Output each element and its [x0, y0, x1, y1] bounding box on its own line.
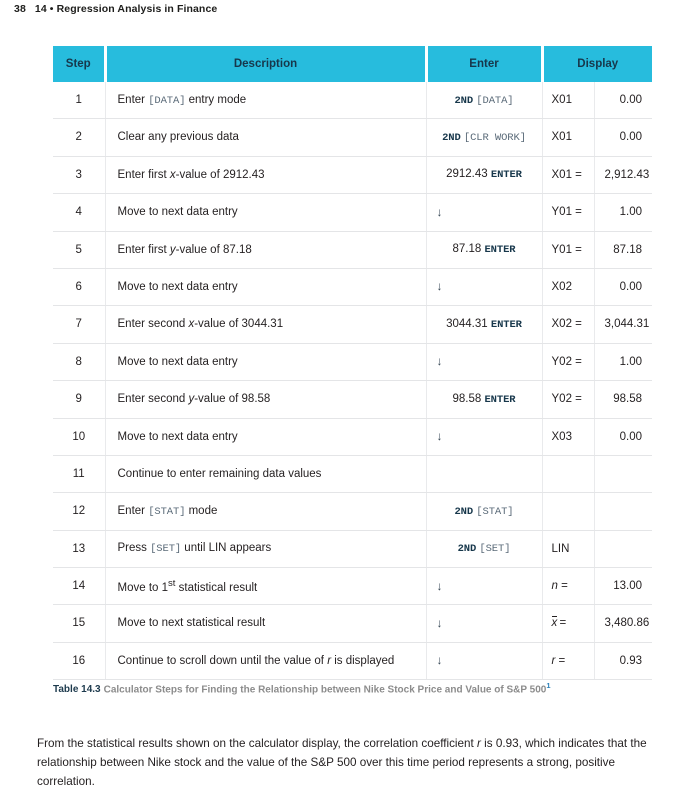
cell-display-value	[594, 493, 652, 530]
cell-step: 3	[53, 156, 105, 193]
display-register-label: X01 =	[551, 168, 582, 181]
cell-display-value: 0.93	[594, 642, 652, 679]
description-variable: y	[188, 393, 195, 406]
cell-enter	[426, 381, 542, 418]
table-row	[53, 530, 652, 567]
cell-enter	[426, 268, 542, 305]
cell-step: 7	[53, 306, 105, 343]
cell-display-value: 3,044.31	[594, 306, 652, 343]
table-row	[53, 82, 652, 119]
enter-key-label: ENTER	[484, 244, 516, 257]
enter-numeric-value: 2912.43	[446, 168, 488, 181]
cell-display-value: 0.00	[594, 82, 652, 119]
enter-key-label: [SET]	[479, 543, 511, 556]
body-paragraph-part1: From the statistical results shown on the calculator display, the correlation coefficient	[37, 736, 478, 750]
description-text: Clear any previous data	[117, 131, 239, 144]
table-row	[53, 156, 652, 193]
cell-display-label	[542, 642, 594, 679]
description-ordinal-suffix: st	[168, 577, 176, 589]
description-text-tail: -value of 3044.31	[194, 318, 284, 331]
cell-enter	[426, 642, 542, 679]
cell-display-label	[542, 231, 594, 268]
cell-enter	[426, 119, 542, 156]
table-row	[53, 605, 652, 642]
equals-sign: =	[557, 580, 568, 593]
table-row	[53, 418, 652, 455]
enter-modifier-key: 2ND	[454, 94, 474, 107]
cell-display-label	[542, 343, 594, 380]
enter-numeric-value: 98.58	[452, 392, 482, 405]
description-variable: x	[188, 318, 195, 331]
table-row	[53, 568, 652, 605]
table-row	[53, 268, 652, 305]
display-register-label: Y02 =	[551, 393, 582, 406]
table-caption	[53, 681, 673, 696]
cell-step: 2	[53, 119, 105, 156]
description-text-tail: until LIN appears	[181, 542, 272, 555]
description-text: Move to 1	[117, 581, 168, 594]
cell-step: 12	[53, 493, 105, 530]
table-header	[53, 46, 652, 82]
enter-key-label: ENTER	[490, 318, 522, 331]
display-register-label: LIN	[551, 542, 570, 555]
variable-n: n	[551, 580, 558, 593]
cell-display-value: 1.00	[594, 194, 652, 231]
calculator-steps-table-container	[53, 46, 652, 680]
cell-enter	[426, 418, 542, 455]
table-row	[53, 306, 652, 343]
cell-description	[105, 156, 426, 193]
down-arrow-icon: ↓	[436, 615, 443, 630]
caption-text: Calculator Steps for Finding the Relationship between Nike Stock Price and Value of S&P 500	[103, 684, 547, 696]
cell-display-value: 98.58	[594, 381, 652, 418]
table-row	[53, 119, 652, 156]
cell-enter	[426, 82, 542, 119]
cell-display-label	[542, 455, 594, 492]
column-header-enter: Enter	[426, 46, 542, 82]
display-register-label: X01	[551, 94, 572, 106]
cell-enter	[426, 455, 542, 492]
cell-step: 14	[53, 568, 105, 605]
chapter-title: 14 • Regression Analysis in Finance	[34, 3, 218, 15]
cell-step: 9	[53, 381, 105, 418]
cell-step: 13	[53, 530, 105, 567]
description-text-tail: mode	[185, 504, 218, 517]
cell-step: 15	[53, 605, 105, 642]
cell-display-label	[542, 306, 594, 343]
enter-modifier-key: 2ND	[457, 543, 477, 556]
description-text-tail: -value of 2912.43	[175, 168, 265, 181]
enter-numeric-value: 87.18	[452, 243, 482, 256]
enter-key-label: [DATA]	[476, 94, 514, 107]
cell-step: 5	[53, 231, 105, 268]
running-head	[14, 3, 217, 15]
description-text: Move to next data entry	[117, 206, 238, 219]
body-paragraph-part2: is 0.93, which indicates that the relationship between Nike stock and the value of the S&P 500 over this time period represents a strong, positive correlation.	[37, 736, 647, 788]
description-text-tail: -value of 98.58	[194, 393, 271, 406]
variable-r: r	[551, 654, 556, 667]
cell-description	[105, 568, 426, 605]
cell-display-label	[542, 530, 594, 567]
cell-description	[105, 530, 426, 567]
table-row	[53, 642, 652, 679]
display-register-label: Y02 =	[551, 355, 582, 368]
description-text: Move to next data entry	[117, 280, 238, 293]
cell-step: 4	[53, 194, 105, 231]
cell-description	[105, 455, 426, 492]
down-arrow-icon: ↓	[436, 429, 443, 444]
cell-display-value: 87.18	[594, 231, 652, 268]
cell-description	[105, 119, 426, 156]
cell-display-label	[542, 268, 594, 305]
description-key-label: [STAT]	[148, 505, 186, 518]
cell-enter	[426, 306, 542, 343]
body-paragraph-variable-r: r	[477, 736, 481, 750]
cell-display-label	[542, 493, 594, 530]
cell-display-label	[542, 605, 594, 642]
description-text: Press	[117, 542, 151, 555]
cell-description	[105, 82, 426, 119]
description-text-tail: entry mode	[185, 93, 247, 106]
enter-key-label: [CLR WORK]	[463, 132, 526, 145]
description-text: Enter first	[117, 168, 170, 181]
down-arrow-icon: ↓	[436, 204, 443, 219]
equals-sign: =	[555, 654, 566, 667]
cell-enter	[426, 568, 542, 605]
cell-display-label	[542, 381, 594, 418]
display-register-label: Y01 =	[551, 243, 582, 256]
calculator-steps-table	[53, 46, 652, 680]
description-variable: r	[327, 654, 332, 667]
cell-display-value: 2,912.43	[594, 156, 652, 193]
cell-description	[105, 493, 426, 530]
cell-display-label	[542, 82, 594, 119]
display-register-label: X02	[551, 280, 572, 293]
enter-numeric-value: 3044.31	[446, 317, 488, 330]
description-key-label: [SET]	[150, 543, 182, 556]
cell-display-value: 0.00	[594, 119, 652, 156]
cell-display-value: 1.00	[594, 343, 652, 380]
cell-display-label	[542, 568, 594, 605]
cell-enter	[426, 194, 542, 231]
cell-step: 1	[53, 82, 105, 119]
cell-enter	[426, 493, 542, 530]
column-header-description: Description	[105, 46, 426, 82]
body-paragraph	[37, 735, 663, 792]
description-text: Enter second	[117, 318, 189, 331]
table-row	[53, 381, 652, 418]
description-text: Continue to scroll down until the value of	[117, 654, 328, 667]
cell-display-value	[594, 455, 652, 492]
cell-step: 8	[53, 343, 105, 380]
cell-enter	[426, 530, 542, 567]
description-variable: y	[169, 243, 176, 256]
down-arrow-icon: ↓	[436, 279, 443, 294]
cell-display-value: 13.00	[594, 568, 652, 605]
cell-display-label	[542, 194, 594, 231]
cell-description	[105, 642, 426, 679]
cell-description	[105, 194, 426, 231]
description-text: Move to next data entry	[117, 430, 238, 443]
description-text-tail: statistical result	[175, 581, 258, 594]
cell-step: 16	[53, 642, 105, 679]
display-register-label: X01	[551, 131, 572, 144]
table-body	[53, 82, 652, 680]
table-header-row	[53, 46, 652, 82]
cell-description	[105, 381, 426, 418]
display-register-label: X02 =	[551, 318, 582, 331]
enter-key-label: ENTER	[490, 169, 522, 182]
display-register-label: X03	[551, 430, 572, 443]
cell-step: 6	[53, 268, 105, 305]
cell-description	[105, 268, 426, 305]
down-arrow-icon: ↓	[436, 354, 443, 369]
description-text: Move to next statistical result	[117, 617, 266, 630]
footnote-marker: 1	[546, 681, 551, 690]
cell-description	[105, 306, 426, 343]
enter-modifier-key: 2ND	[442, 132, 461, 145]
page-number: 38	[14, 3, 26, 15]
cell-display-value	[594, 530, 652, 567]
cell-enter	[426, 605, 542, 642]
description-text: Enter	[117, 504, 149, 517]
cell-display-label	[542, 418, 594, 455]
down-arrow-icon: ↓	[436, 578, 443, 593]
cell-display-value: 3,480.86	[594, 605, 652, 642]
cell-enter	[426, 156, 542, 193]
caption-number: Table 14.3	[53, 684, 101, 696]
description-text-tail: is displayed	[331, 654, 395, 667]
cell-enter	[426, 343, 542, 380]
description-text: Enter second	[117, 393, 189, 406]
cell-step: 10	[53, 418, 105, 455]
cell-description	[105, 343, 426, 380]
table-row	[53, 343, 652, 380]
display-register-label: Y01 =	[551, 206, 582, 219]
description-text: Enter	[117, 93, 149, 106]
enter-key-label: ENTER	[484, 393, 516, 406]
column-header-step: Step	[53, 46, 105, 82]
column-header-display: Display	[542, 46, 652, 82]
x-bar-symbol: x	[551, 617, 558, 630]
description-variable: x	[169, 168, 176, 181]
description-text: Continue to enter remaining data values	[117, 467, 322, 480]
enter-modifier-key: 2ND	[454, 505, 474, 518]
table-row	[53, 231, 652, 268]
cell-display-label	[542, 156, 594, 193]
description-text: Enter first	[117, 243, 170, 256]
cell-enter	[426, 231, 542, 268]
equals-sign: =	[557, 617, 567, 630]
cell-description	[105, 231, 426, 268]
cell-description	[105, 605, 426, 642]
description-key-label: [DATA]	[148, 94, 186, 107]
cell-display-value: 0.00	[594, 418, 652, 455]
cell-display-value: 0.00	[594, 268, 652, 305]
down-arrow-icon: ↓	[436, 653, 443, 668]
cell-step: 11	[53, 455, 105, 492]
description-text: Move to next data entry	[117, 355, 238, 368]
table-row	[53, 194, 652, 231]
table-row	[53, 493, 652, 530]
cell-description	[105, 418, 426, 455]
table-row	[53, 455, 652, 492]
description-text-tail: -value of 87.18	[175, 243, 252, 256]
cell-display-label	[542, 119, 594, 156]
enter-key-label: [STAT]	[476, 505, 514, 518]
